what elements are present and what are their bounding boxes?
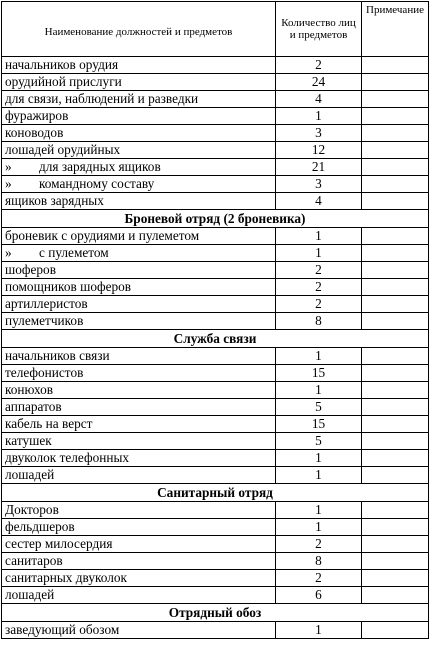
item-name: помощников шоферов (5, 279, 132, 294)
item-name-cell (2, 125, 276, 142)
quantity-cell: 5 (276, 433, 362, 450)
quantity-cell: 1 (276, 450, 362, 467)
item-name-cell (2, 570, 276, 587)
note-cell (362, 125, 429, 142)
table-row (2, 74, 429, 91)
table-row (2, 348, 429, 365)
section-title: Броневой отряд (2 броневика) (2, 210, 429, 228)
quantity-cell: 2 (276, 279, 362, 296)
note-cell (362, 57, 429, 74)
ditto-mark: » (5, 245, 12, 260)
table-row (2, 382, 429, 399)
note-cell (362, 570, 429, 587)
quantity-cell: 1 (276, 228, 362, 245)
quantity-cell: 1 (276, 622, 362, 639)
item-name-cell (2, 74, 276, 91)
item-name: кабель на верст (5, 416, 93, 431)
table-row (2, 91, 429, 108)
quantity-cell: 1 (276, 467, 362, 484)
item-name-cell (2, 142, 276, 159)
quantity-cell: 1 (276, 245, 362, 262)
item-name: фуражиров (5, 108, 69, 123)
note-cell (362, 176, 429, 193)
item-name-cell (2, 313, 276, 330)
table-row (2, 416, 429, 433)
table-row (2, 553, 429, 570)
table-row (2, 262, 429, 279)
table-row (2, 313, 429, 330)
item-name: Докторов (5, 502, 59, 517)
table-row (2, 245, 429, 262)
note-cell (362, 587, 429, 604)
table-row (2, 399, 429, 416)
item-name-cell (2, 365, 276, 382)
note-cell (362, 296, 429, 313)
item-name-cell (2, 245, 276, 262)
note-cell (362, 622, 429, 639)
section-title: Служба связи (2, 330, 429, 348)
item-name-cell (2, 279, 276, 296)
note-cell (362, 228, 429, 245)
note-cell (362, 536, 429, 553)
quantity-cell: 4 (276, 91, 362, 108)
note-cell (362, 450, 429, 467)
item-name: для связи, наблюдений и разведки (5, 91, 199, 106)
quantity-cell: 1 (276, 519, 362, 536)
section-header-row (2, 330, 429, 348)
item-name: шоферов (5, 262, 56, 277)
item-name-cell (2, 348, 276, 365)
table-row (2, 365, 429, 382)
item-name: начальников орудия (5, 57, 119, 72)
note-cell (362, 382, 429, 399)
item-name-cell (2, 622, 276, 639)
item-name: с пулеметом (39, 245, 109, 260)
note-cell (362, 348, 429, 365)
item-name-cell (2, 262, 276, 279)
item-name-cell (2, 502, 276, 519)
quantity-cell: 1 (276, 108, 362, 125)
quantity-cell: 4 (276, 193, 362, 210)
item-name: броневик с орудиями и пулеметом (5, 228, 200, 243)
item-name: орудийной прислуги (5, 74, 122, 89)
item-name-cell (2, 91, 276, 108)
item-name: конюхов (5, 382, 54, 397)
note-cell (362, 467, 429, 484)
item-name-cell (2, 296, 276, 313)
quantity-cell: 12 (276, 142, 362, 159)
table-row (2, 57, 429, 74)
note-cell (362, 502, 429, 519)
table-row (2, 125, 429, 142)
note-cell (362, 262, 429, 279)
item-name-cell (2, 587, 276, 604)
item-name-cell (2, 176, 276, 193)
note-cell (362, 193, 429, 210)
quantity-cell: 15 (276, 416, 362, 433)
note-cell (362, 519, 429, 536)
note-cell (362, 553, 429, 570)
note-cell (362, 159, 429, 176)
ditto-mark: » (5, 159, 12, 174)
table-row (2, 570, 429, 587)
item-name: сестер милосердия (5, 536, 113, 551)
staff-table (1, 1, 429, 639)
table-row (2, 159, 429, 176)
table-row (2, 142, 429, 159)
table-row (2, 176, 429, 193)
note-cell (362, 416, 429, 433)
quantity-cell: 2 (276, 536, 362, 553)
quantity-cell: 2 (276, 570, 362, 587)
table-body (2, 57, 429, 639)
item-name: артиллеристов (5, 296, 88, 311)
item-name-cell (2, 228, 276, 245)
item-name-cell (2, 536, 276, 553)
header-note: Примечание (362, 2, 429, 57)
table-row (2, 622, 429, 639)
table-row (2, 467, 429, 484)
item-name: лошадей (5, 587, 55, 602)
note-cell (362, 399, 429, 416)
item-name: для зарядных ящиков (39, 159, 161, 174)
table-row (2, 228, 429, 245)
table-row (2, 502, 429, 519)
note-cell (362, 279, 429, 296)
item-name: коноводов (5, 125, 64, 140)
quantity-cell: 2 (276, 57, 362, 74)
note-cell (362, 74, 429, 91)
item-name-cell (2, 553, 276, 570)
note-cell (362, 245, 429, 262)
item-name-cell (2, 450, 276, 467)
section-header-row (2, 604, 429, 622)
note-cell (362, 313, 429, 330)
table-header-row (2, 2, 429, 57)
table-row (2, 296, 429, 313)
item-name: санитаров (5, 553, 63, 568)
item-name: катушек (5, 433, 52, 448)
item-name-cell (2, 467, 276, 484)
quantity-cell: 21 (276, 159, 362, 176)
quantity-cell: 8 (276, 553, 362, 570)
section-header-row (2, 210, 429, 228)
quantity-cell: 2 (276, 262, 362, 279)
item-name: лошадей (5, 467, 55, 482)
quantity-cell: 3 (276, 125, 362, 142)
note-cell (362, 108, 429, 125)
section-header-row (2, 484, 429, 502)
item-name-cell (2, 399, 276, 416)
note-cell (362, 433, 429, 450)
note-cell (362, 365, 429, 382)
item-name: лошадей орудийных (5, 142, 121, 157)
table-row (2, 108, 429, 125)
item-name: двуколок телефонных (5, 450, 130, 465)
item-name-cell (2, 382, 276, 399)
section-title: Санитарный отряд (2, 484, 429, 502)
table-row (2, 587, 429, 604)
table-row (2, 450, 429, 467)
note-cell (362, 91, 429, 108)
quantity-cell: 3 (276, 176, 362, 193)
header-quantity: Количество лиц и предметов (276, 2, 362, 57)
item-name-cell (2, 159, 276, 176)
item-name: фельдшеров (5, 519, 75, 534)
item-name-cell (2, 108, 276, 125)
table-row (2, 519, 429, 536)
item-name: пулеметчиков (5, 313, 84, 328)
item-name: начальников связи (5, 348, 110, 363)
section-title: Отрядный обоз (2, 604, 429, 622)
quantity-cell: 24 (276, 74, 362, 91)
quantity-cell: 1 (276, 382, 362, 399)
item-name-cell (2, 433, 276, 450)
table-row (2, 433, 429, 450)
header-name: Наименование должностей и предметов (2, 2, 276, 57)
quantity-cell: 5 (276, 399, 362, 416)
item-name: санитарных двуколок (5, 570, 127, 585)
item-name: заведующий обозом (5, 622, 120, 637)
item-name: аппаратов (5, 399, 62, 414)
quantity-cell: 15 (276, 365, 362, 382)
quantity-cell: 8 (276, 313, 362, 330)
item-name: телефонистов (5, 365, 84, 380)
item-name: командному составу (39, 176, 155, 191)
item-name-cell (2, 519, 276, 536)
item-name: ящиков зарядных (5, 193, 104, 208)
table-row (2, 193, 429, 210)
quantity-cell: 1 (276, 502, 362, 519)
item-name-cell (2, 416, 276, 433)
note-cell (362, 142, 429, 159)
item-name-cell (2, 57, 276, 74)
ditto-mark: » (5, 176, 12, 191)
quantity-cell: 2 (276, 296, 362, 313)
quantity-cell: 1 (276, 348, 362, 365)
table-row (2, 536, 429, 553)
table-row (2, 279, 429, 296)
item-name-cell (2, 193, 276, 210)
quantity-cell: 6 (276, 587, 362, 604)
